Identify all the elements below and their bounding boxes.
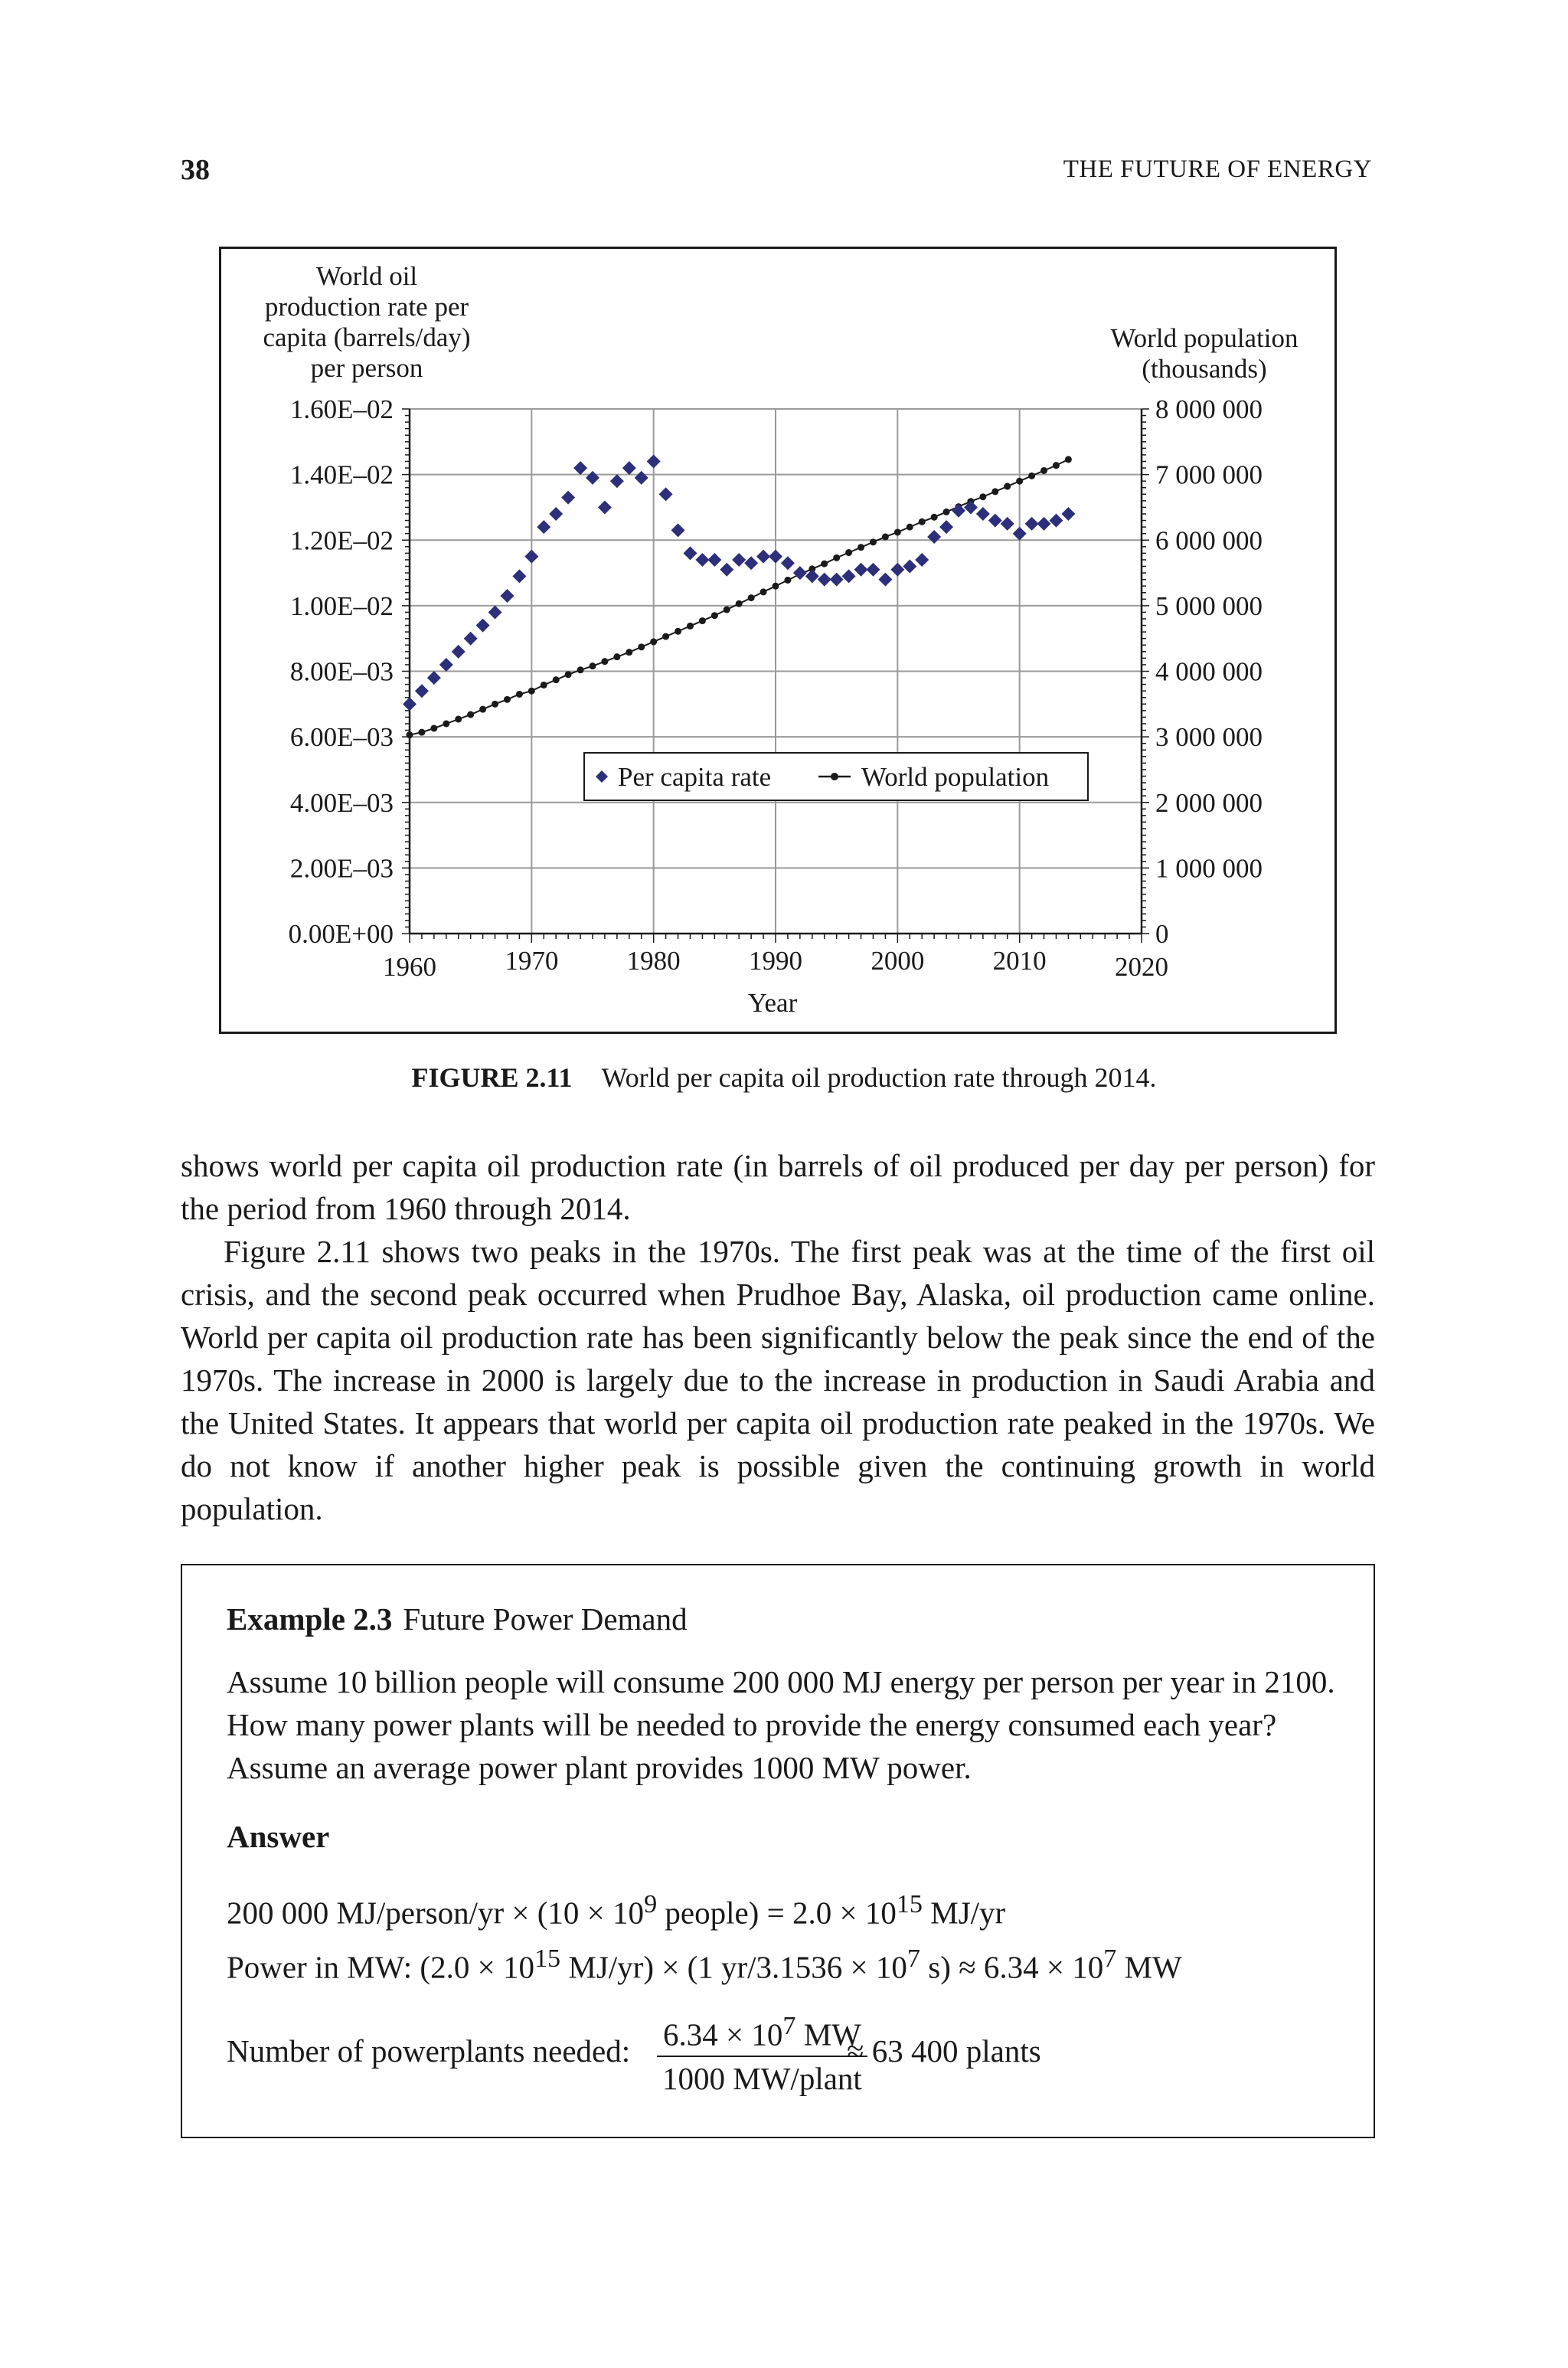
legend-label-per-capita: Per capita rate (618, 762, 772, 792)
population-point (541, 682, 547, 688)
per-capita-point (1049, 514, 1063, 528)
figure-caption (0, 1061, 1568, 1094)
per-capita-point (659, 487, 673, 501)
per-capita-point (1001, 517, 1014, 531)
population-point (979, 493, 986, 500)
y-right-tick-label: 4 000 000 (1155, 656, 1263, 687)
per-capita-point (939, 520, 953, 534)
population-point (1028, 473, 1035, 479)
answer-equation-2: Power in MW: ($2.0 \times 10^{15}$ MJ/yr) × (1 $yr/3.1536 \times 10^7$ $s) \approx 6.34 \times 10^7$ MW (227, 1944, 1182, 1985)
x-tick-label: 1970 (505, 946, 559, 976)
population-point (821, 561, 828, 567)
per-capita-point (976, 507, 990, 521)
population-point (1004, 483, 1011, 490)
population-point (492, 701, 498, 708)
per-capita-point (830, 573, 844, 587)
x-tick-label: 1990 (749, 946, 802, 976)
per-capita-point (695, 553, 709, 567)
population-point (467, 711, 474, 718)
per-capita-point (573, 461, 587, 475)
per-capita-point (952, 504, 965, 518)
per-capita-point (476, 619, 490, 633)
y-left-tick-label: 1.40E–02 (289, 460, 394, 490)
population-point (504, 696, 511, 703)
per-capita-point (683, 546, 697, 560)
per-capita-point (890, 563, 904, 577)
population-point (858, 544, 864, 551)
fraction-numerator: $6.34 \times 10^7$ MW (657, 2006, 867, 2057)
x-tick-label: 1960 (383, 952, 436, 982)
answer-equation-3-label: Number of powerplants needed: (227, 2033, 631, 2069)
per-capita-point (512, 569, 526, 583)
population-point (882, 533, 889, 540)
per-capita-point (707, 553, 721, 567)
answer-result: ≈ 63 400 plants (847, 2033, 1041, 2069)
per-capita-point (671, 523, 685, 537)
per-capita-point (781, 556, 795, 570)
per-capita-point (622, 461, 636, 475)
per-capita-point (464, 632, 478, 646)
population-point (724, 607, 730, 613)
per-capita-point (586, 471, 599, 485)
per-capita-point (1013, 527, 1027, 541)
per-capita-point (842, 569, 856, 583)
population-point (784, 577, 791, 584)
per-capita-point (403, 697, 416, 711)
y-right-tick-label: 3 000 000 (1155, 722, 1263, 753)
per-capita-point (793, 566, 807, 580)
per-capita-point (488, 605, 502, 619)
population-point (870, 538, 877, 545)
y-right-tick-label: 1 000 000 (1155, 853, 1263, 884)
population-point (906, 524, 913, 531)
legend-label-population: World population (861, 762, 1050, 792)
y-right-tick-label: 5 000 000 (1155, 590, 1263, 621)
per-capita-point (524, 550, 538, 564)
per-capita-point (647, 455, 661, 469)
population-point (943, 509, 950, 515)
population-point (565, 671, 572, 678)
population-point (675, 628, 681, 635)
per-capita-point (452, 645, 466, 659)
x-tick-label: 1980 (626, 946, 681, 976)
y-left-axis-label: capita (barrels/day) (263, 322, 471, 352)
y-left-tick-label: 1.60E–02 (289, 394, 394, 424)
per-capita-point (415, 684, 429, 698)
y-left-tick-label: 1.00E–02 (289, 590, 394, 621)
figure-caption-text: World per capita oil production rate through 2014. (601, 1062, 1157, 1093)
per-capita-point (927, 530, 941, 544)
y-right-tick-label: 2 000 000 (1155, 787, 1263, 818)
population-point (590, 662, 596, 669)
per-capita-point (756, 550, 770, 564)
population-point (773, 583, 779, 590)
answer-heading: Answer (227, 1819, 330, 1854)
per-capita-point (1037, 517, 1051, 531)
population-point (748, 594, 755, 601)
population-point (1040, 467, 1047, 474)
y-left-tick-label: 1.20E–02 (289, 525, 394, 556)
population-point (553, 676, 560, 683)
population-point (760, 588, 767, 595)
population-point (650, 638, 657, 645)
population-point (931, 514, 938, 521)
population-point (601, 658, 608, 665)
population-point (919, 518, 926, 525)
population-point (516, 691, 523, 698)
per-capita-point (610, 474, 624, 488)
per-capita-point (427, 671, 441, 685)
example-title (227, 1601, 688, 1637)
population-point (430, 724, 437, 731)
per-capita-point (988, 514, 1002, 528)
population-point (479, 706, 486, 713)
per-capita-point (818, 573, 831, 587)
per-capita-point (878, 573, 892, 587)
population-point (1053, 462, 1060, 469)
y-left-tick-label: 0.00E+00 (288, 919, 394, 949)
population-point (577, 666, 584, 673)
per-capita-point (537, 520, 550, 534)
per-capita-point (732, 553, 746, 567)
per-capita-point (915, 553, 929, 567)
population-point (1065, 456, 1072, 463)
population-point (991, 488, 998, 495)
population-point (894, 528, 901, 535)
answer-equation-1: 200 000 MJ/person/yr × ($10 \times 10^9$ people) = $2.0 \times 10^{15}$ MJ/yr (227, 1890, 1006, 1931)
y-right-axis-label: World population (1110, 323, 1298, 353)
per-capita-point (1061, 507, 1075, 521)
per-capita-point (744, 556, 758, 570)
population-point (638, 643, 645, 650)
per-capita-point (720, 563, 733, 577)
per-capita-point (866, 563, 880, 577)
population-point (699, 617, 706, 624)
y-left-tick-label: 4.00E–03 (289, 787, 394, 818)
running-title: THE FUTURE OF ENERGY (1063, 155, 1372, 183)
per-capita-point (769, 550, 782, 564)
example-question: Assume 10 billion people will consume 200 000 MJ energy per person per year in 2100. How many power plants will be needed to provide the energy consumed each year? Assume an average power plant provides 1000 MW power. (227, 1664, 1335, 1785)
y-right-tick-label: 0 (1155, 919, 1169, 949)
per-capita-point (500, 589, 514, 603)
body-paragraph-2: Figure 2.11 shows two peaks in the 1970s. The first peak was at the time of the first oil crisis, and the second peak occurred when Prudhoe Bay, Alaska, oil production came online. World per capita oil production rate has been significantly below the peak since the end of the 1970s. The increase in 2000 is largely due to the increase in production in Saudi Arabia and the United States. It appears that world per capita oil production rate peaked in the 1970s. We do not know if another higher peak is possible given the continuing growth in world population. (181, 1234, 1375, 1526)
y-right-tick-label: 6 000 000 (1155, 525, 1263, 556)
population-point (662, 633, 669, 640)
y-left-axis-label: production rate per (264, 292, 469, 322)
figure-2-11 (219, 247, 1337, 1034)
population-point (626, 649, 632, 656)
body-paragraph-1: shows world per capita oil production rate (in barrels of oil produced per day per person) for the period from 1960 through 2014. (181, 1148, 1375, 1226)
legend-marker-population (831, 773, 838, 780)
x-tick-label: 2020 (1115, 952, 1168, 982)
x-axis-label: Year (747, 988, 798, 1018)
per-capita-point (598, 500, 612, 514)
per-capita-point (964, 500, 978, 514)
population-point (736, 600, 743, 607)
population-point (528, 688, 535, 695)
per-capita-oil-chart (221, 249, 1339, 1036)
fraction-denominator: 1000 MW/plant (662, 2060, 862, 2096)
x-tick-label: 2010 (992, 946, 1047, 976)
population-point (455, 716, 462, 723)
population-point (1016, 478, 1023, 485)
population-point (687, 623, 694, 630)
y-left-axis-label: per person (310, 353, 423, 383)
y-left-tick-label: 6.00E–03 (289, 722, 394, 753)
body-text (181, 1144, 1375, 1530)
per-capita-point (854, 563, 868, 577)
page-number: 38 (181, 154, 210, 186)
y-left-tick-label: 2.00E–03 (289, 853, 394, 884)
population-point (613, 653, 620, 660)
y-left-axis-label: World oil (315, 261, 418, 291)
population-point (418, 729, 425, 736)
example-title-text: Future Power Demand (403, 1601, 688, 1637)
y-left-tick-label: 8.00E–03 (289, 656, 394, 687)
example-label: Example 2.3 (227, 1601, 393, 1637)
x-tick-label: 2000 (871, 946, 925, 976)
population-point (833, 554, 840, 561)
y-right-tick-label: 8 000 000 (1155, 394, 1263, 424)
per-capita-point (439, 658, 453, 672)
population-point (845, 549, 852, 556)
y-right-tick-label: 7 000 000 (1155, 460, 1263, 490)
population-point (711, 612, 718, 619)
figure-caption-label: FIGURE 2.11 (411, 1062, 573, 1093)
population-point (407, 731, 413, 738)
per-capita-point (561, 491, 575, 505)
per-capita-point (1025, 517, 1039, 531)
population-point (443, 721, 449, 728)
y-right-axis-label: (thousands) (1142, 354, 1267, 384)
answer-fraction (657, 2006, 867, 2100)
example-box (181, 1564, 1375, 2138)
per-capita-point (903, 560, 916, 574)
per-capita-point (635, 471, 648, 485)
per-capita-point (549, 507, 563, 521)
